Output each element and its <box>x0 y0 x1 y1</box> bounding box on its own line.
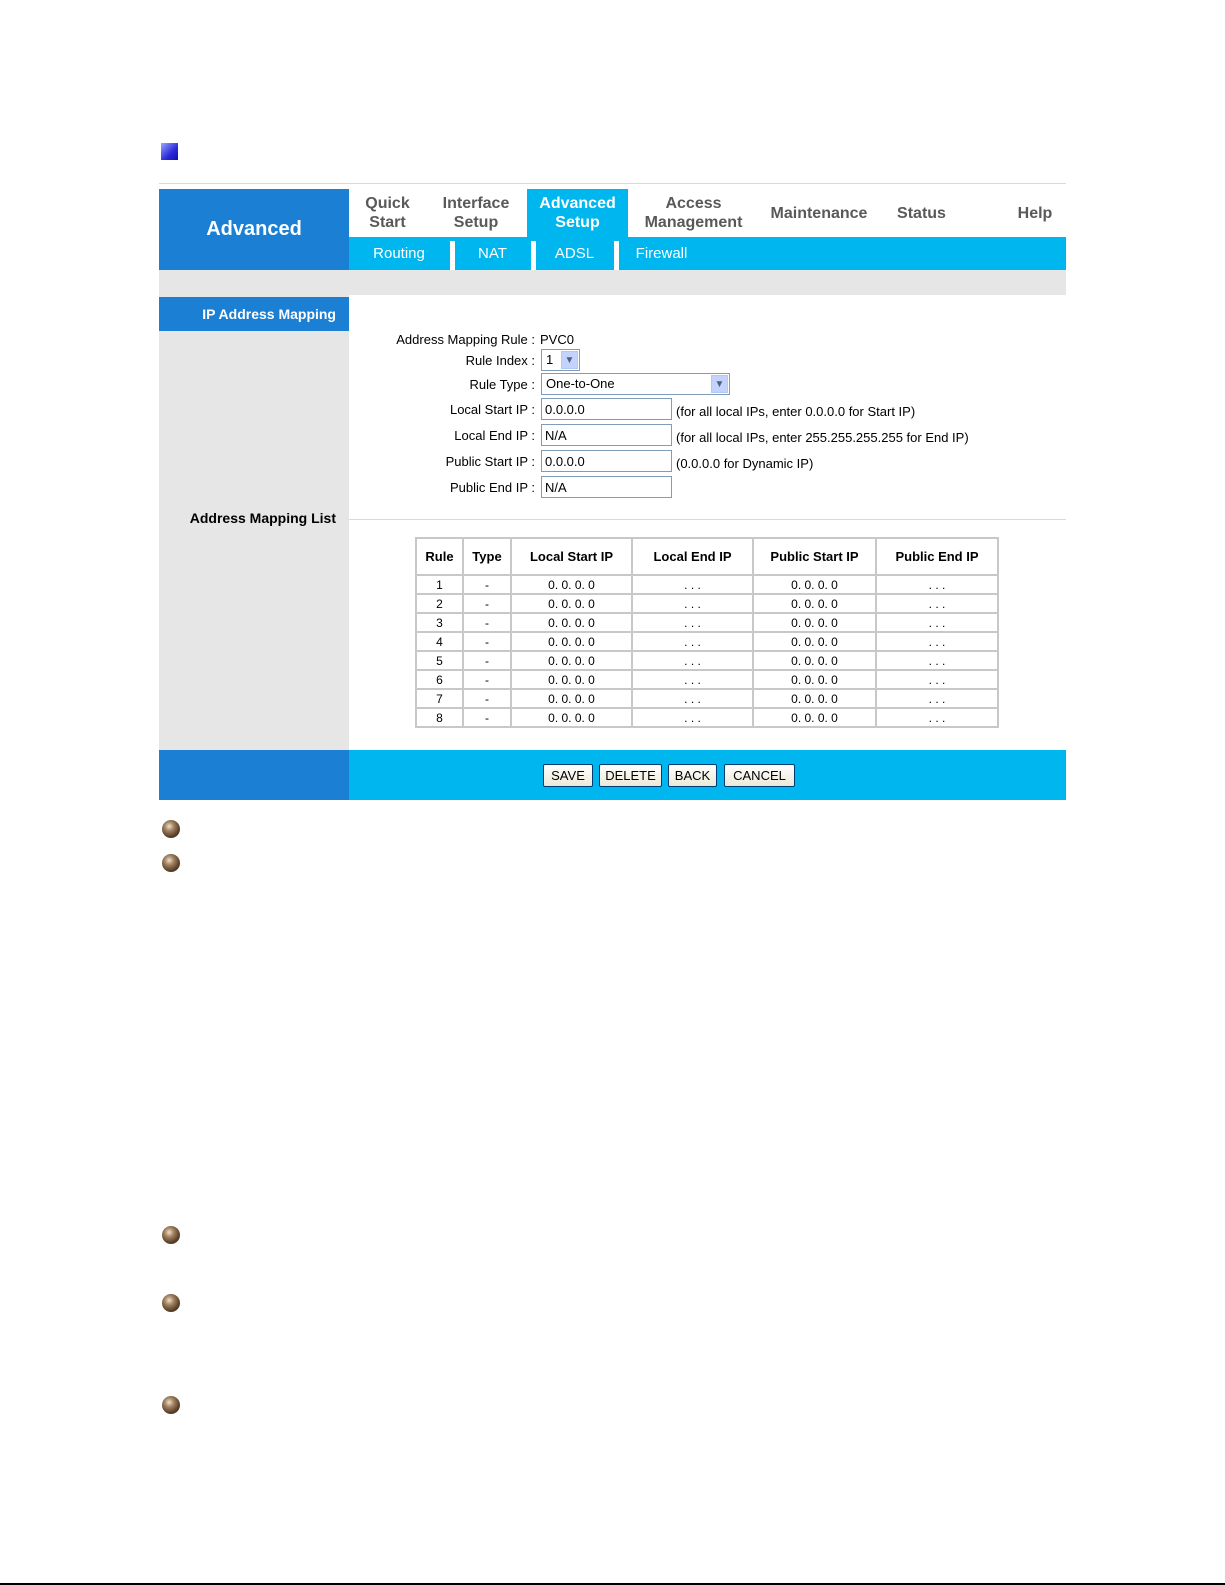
menu-maintenance[interactable] <box>759 189 879 237</box>
save-button[interactable]: SAVE <box>543 764 593 787</box>
table-cell: 0. 0. 0. 0 <box>511 632 632 651</box>
table-row <box>416 651 998 670</box>
table-cell: 0. 0. 0. 0 <box>753 651 876 670</box>
table-cell: . . . <box>632 708 753 727</box>
table-cell: - <box>463 708 511 727</box>
menu-status[interactable] <box>879 189 964 237</box>
header-gray-strip <box>159 270 1066 295</box>
local-start-ip-label: Local Start IP : <box>449 402 535 417</box>
submenu-nat[interactable]: NAT <box>478 245 507 262</box>
bullet-icon <box>162 1396 180 1414</box>
table-row <box>416 632 998 651</box>
table-cell: . . . <box>876 613 998 632</box>
col-public-end-ip: Public End IP <box>876 538 998 575</box>
table-cell: 2 <box>416 594 463 613</box>
submenu-firewall[interactable]: Firewall <box>635 245 688 262</box>
table-cell: . . . <box>876 651 998 670</box>
col-public-start-ip: Public Start IP <box>753 538 876 575</box>
table-row <box>416 670 998 689</box>
top-divider <box>159 183 1066 184</box>
submenu-adsl[interactable]: ADSL <box>554 245 595 262</box>
table-cell: 0. 0. 0. 0 <box>753 670 876 689</box>
local-end-ip-hint: (for all local IPs, enter 255.255.255.255 for End IP) <box>676 430 969 445</box>
list-divider <box>349 519 1066 520</box>
table-cell: - <box>463 575 511 594</box>
local-end-ip-input[interactable] <box>541 424 672 446</box>
table-cell: 1 <box>416 575 463 594</box>
menu-line2: Setup <box>555 214 600 231</box>
bullet-icon <box>162 1226 180 1244</box>
local-end-ip-label: Local End IP : <box>454 428 535 443</box>
table-cell: . . . <box>876 689 998 708</box>
footer-left-panel <box>159 750 349 800</box>
table-cell: . . . <box>632 651 753 670</box>
rule-index-select[interactable] <box>541 349 580 371</box>
menu-line1: Interface <box>442 195 510 212</box>
table-cell: 0. 0. 0. 0 <box>511 689 632 708</box>
chevron-down-icon: ▼ <box>561 351 578 369</box>
menu-line1: Help <box>1017 204 1053 222</box>
rule-type-value: One-to-One <box>546 376 615 391</box>
table-cell: - <box>463 689 511 708</box>
table-cell: - <box>463 651 511 670</box>
menu-line1: Maintenance <box>770 204 868 222</box>
table-cell: 0. 0. 0. 0 <box>511 613 632 632</box>
table-cell: 0. 0. 0. 0 <box>753 689 876 708</box>
main-menu <box>349 189 1066 237</box>
menu-interface-setup[interactable] <box>426 189 526 237</box>
rule-index-value: 1 <box>546 352 554 367</box>
mapping-list-title: Address Mapping List <box>189 510 336 526</box>
menu-help[interactable] <box>1004 189 1066 237</box>
table-cell: . . . <box>632 689 753 708</box>
table-cell: . . . <box>632 632 753 651</box>
section-title: IP Address Mapping <box>159 297 349 331</box>
table-cell: 0. 0. 0. 0 <box>511 575 632 594</box>
submenu-routing[interactable]: Routing <box>373 245 425 262</box>
table-cell: 6 <box>416 670 463 689</box>
rule-type-label: Rule Type : <box>469 377 535 392</box>
table-cell: . . . <box>632 575 753 594</box>
menu-advanced-setup[interactable] <box>527 189 628 237</box>
col-rule: Rule <box>416 538 463 575</box>
table-cell: . . . <box>632 670 753 689</box>
bullet-icon <box>162 820 180 838</box>
table-row <box>416 594 998 613</box>
table-cell: - <box>463 632 511 651</box>
public-end-ip-label: Public End IP : <box>449 480 535 495</box>
menu-access-management[interactable] <box>628 189 759 237</box>
public-start-ip-label: Public Start IP : <box>445 454 535 469</box>
mapping-rule-label: Address Mapping Rule : <box>396 332 535 347</box>
section-square-icon <box>161 143 178 160</box>
local-start-ip-input[interactable] <box>541 398 672 420</box>
menu-line1: Advanced <box>539 195 616 212</box>
public-end-ip-input[interactable] <box>541 476 672 498</box>
cancel-button[interactable]: CANCEL <box>724 764 795 787</box>
table-cell: 3 <box>416 613 463 632</box>
sub-menu <box>349 237 1066 270</box>
menu-line2: Setup <box>453 214 499 231</box>
table-cell: 0. 0. 0. 0 <box>511 594 632 613</box>
table-cell: - <box>463 613 511 632</box>
table-cell: . . . <box>876 632 998 651</box>
table-cell: 7 <box>416 689 463 708</box>
menu-line2: Start <box>369 214 406 231</box>
col-local-end-ip: Local End IP <box>632 538 753 575</box>
bullet-icon <box>162 1294 180 1312</box>
menu-line2: Management <box>644 214 743 231</box>
table-cell: 0. 0. 0. 0 <box>511 708 632 727</box>
table-cell: 0. 0. 0. 0 <box>753 632 876 651</box>
menu-line1: Quick <box>365 195 410 212</box>
table-cell: . . . <box>876 594 998 613</box>
table-cell: 0. 0. 0. 0 <box>753 708 876 727</box>
menu-line1: Status <box>897 204 946 222</box>
table-cell: - <box>463 594 511 613</box>
table-cell: 0. 0. 0. 0 <box>753 613 876 632</box>
table-cell: 0. 0. 0. 0 <box>511 670 632 689</box>
mapping-table <box>415 537 999 728</box>
public-start-ip-input[interactable] <box>541 450 672 472</box>
table-header-row <box>416 538 998 575</box>
table-cell: . . . <box>876 708 998 727</box>
table-row <box>416 575 998 594</box>
table-cell: 0. 0. 0. 0 <box>753 575 876 594</box>
table-row <box>416 613 998 632</box>
table-cell: 0. 0. 0. 0 <box>753 594 876 613</box>
public-start-ip-hint: (0.0.0.0 for Dynamic IP) <box>676 456 814 471</box>
local-start-ip-hint: (for all local IPs, enter 0.0.0.0 for Start IP) <box>676 404 916 419</box>
chevron-down-icon: ▼ <box>711 375 728 393</box>
bullet-icon <box>162 854 180 872</box>
table-cell: - <box>463 670 511 689</box>
table-cell: . . . <box>632 613 753 632</box>
rule-index-label: Rule Index : <box>465 353 535 368</box>
table-cell: 8 <box>416 708 463 727</box>
table-row <box>416 689 998 708</box>
brand-label: Advanced <box>159 189 349 270</box>
table-cell: 0. 0. 0. 0 <box>511 651 632 670</box>
table-cell: 5 <box>416 651 463 670</box>
delete-button[interactable]: DELETE <box>599 764 662 787</box>
back-button[interactable]: BACK <box>668 764 717 787</box>
rule-type-select[interactable] <box>541 373 730 395</box>
table-cell: . . . <box>632 594 753 613</box>
col-type: Type <box>463 538 511 575</box>
mapping-rule-value: PVC0 <box>540 332 574 347</box>
table-row <box>416 708 998 727</box>
table-cell: . . . <box>876 575 998 594</box>
table-cell: . . . <box>876 670 998 689</box>
table-cell: 4 <box>416 632 463 651</box>
menu-quick-start[interactable] <box>349 189 426 237</box>
menu-line1: Access <box>665 195 722 212</box>
col-local-start-ip: Local Start IP <box>511 538 632 575</box>
